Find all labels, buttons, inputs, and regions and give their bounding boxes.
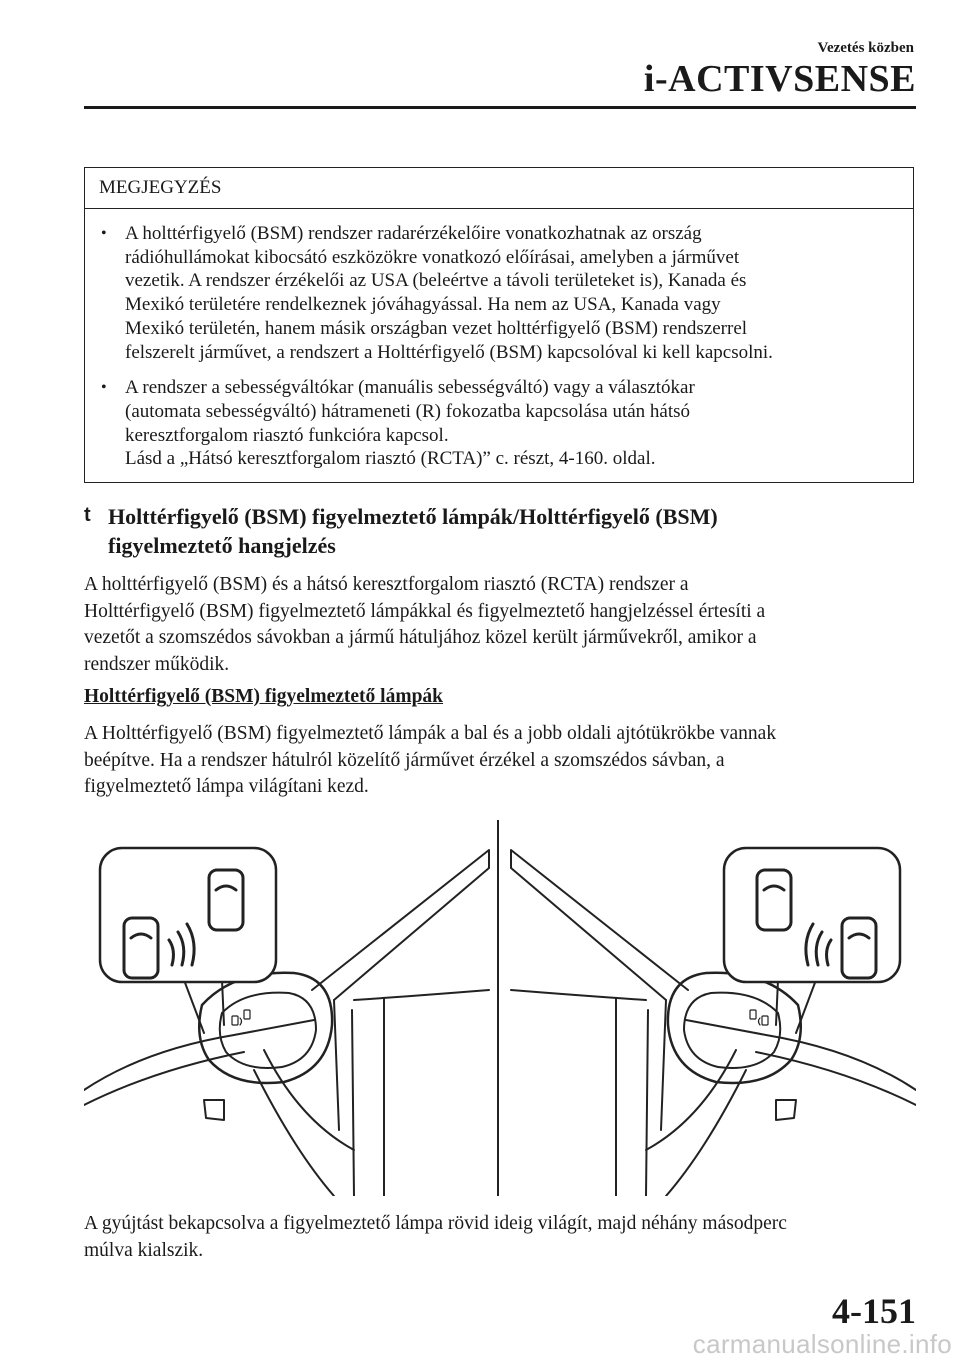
section-title (108, 502, 718, 560)
paragraph-line: A gyújtást bekapcsolva a figyelmeztető lámpa rövid ideig világít, majd néhány másodperc (84, 1213, 787, 1234)
note-line: Lásd a „Hátsó keresztforgalom riasztó (RCTA)” c. részt, 4-160. oldal. (125, 448, 656, 470)
note-line: A rendszer a sebességváltókar (manuális sebességváltó) vagy a választókar (125, 377, 695, 399)
paragraph-intro (84, 572, 765, 678)
note-line: Mexikó területén, hanem másik országban vezet holttérfigyelő (BSM) rendszerrel (125, 317, 748, 339)
paragraph-line: A holttérfigyelő (BSM) és a hátsó keresztforgalom riasztó (RCTA) rendszer a (84, 574, 689, 595)
header-rule (84, 106, 916, 109)
paragraph-line: múlva kialszik. (84, 1239, 204, 1261)
note-box (84, 167, 914, 483)
paragraph-line: Holttérfigyelő (BSM) figyelmeztető lámpákkal és figyelmeztető hangjelzéssel értesíti a (84, 600, 766, 622)
left-lamp-callout (100, 848, 276, 1033)
note-line: felszerelt járművet, a rendszert a Holttérfigyelő (BSM) kapcsolóval ki kell kapcsolni. (125, 341, 773, 363)
paragraph-line: beépítve. Ha a rendszer hátulról közelítő járművet érzékel a szomszédos sávban, a (84, 749, 725, 771)
note-item-1 (85, 222, 913, 364)
subheading-warning-lamps: Holttérfigyelő (BSM) figyelmeztető lámpák (84, 686, 444, 707)
section-marker: t (84, 504, 91, 526)
note-line: vezetik. A rendszer érzékelői az USA (beleértve a távoli területeket is), Kanada és (125, 270, 747, 292)
paragraph-line: A Holttérfigyelő (BSM) figyelmeztető lámpák a bal és a jobb oldali ajtótükrökbe vannak (84, 723, 777, 744)
running-header-title: i-ACTIVSENSE (643, 58, 916, 100)
bullet: • (101, 225, 107, 242)
section-title-line: figyelmeztető hangjelzés (108, 533, 336, 558)
right-mirror-lamp-icon (750, 1010, 768, 1025)
note-line: rádióhullámokat kibocsátó eszközökre vonatkozó előírásai, amelyben a járművet (125, 246, 740, 268)
paragraph-lamps (84, 721, 776, 801)
watermark: carmanualsonline.info (692, 1329, 952, 1359)
page-number: 4-151 (832, 1291, 916, 1331)
mirror-illustration (84, 820, 916, 1196)
bullet: • (101, 379, 107, 397)
note-item-2 (85, 376, 913, 471)
paragraph-line: vezetőt a szomszédos sávokban a jármű hátuljához közel került járművekről, amikor a (84, 627, 757, 648)
paragraph-line: rendszer működik. (84, 653, 230, 675)
section-title-line: Holttérfigyelő (BSM) figyelmeztető lámpák/Holttérfigyelő (BSM) (108, 504, 718, 529)
left-mirror-lamp-icon (232, 1010, 250, 1025)
note-line: (automata sebességváltó) hátrameneti (R) fokozatba kapcsolása után hátsó (125, 400, 691, 422)
note-line: keresztforgalom riasztó funkcióra kapcsol. (125, 424, 449, 446)
right-lamp-callout (724, 848, 900, 1033)
note-line: Mexikó területére rendelkeznek jóváhagyással. Ha nem az USA, Kanada vagy (125, 294, 721, 316)
running-header-chapter: Vezetés közben (817, 40, 914, 56)
note-heading: MEGJEGYZÉS (85, 168, 913, 209)
note-line: A holttérfigyelő (BSM) rendszer radarérzékelőire vonatkozhatnak az ország (125, 223, 702, 244)
paragraph-line: figyelmeztető lámpa világítani kezd. (84, 776, 369, 797)
paragraph-ignition (84, 1211, 787, 1264)
